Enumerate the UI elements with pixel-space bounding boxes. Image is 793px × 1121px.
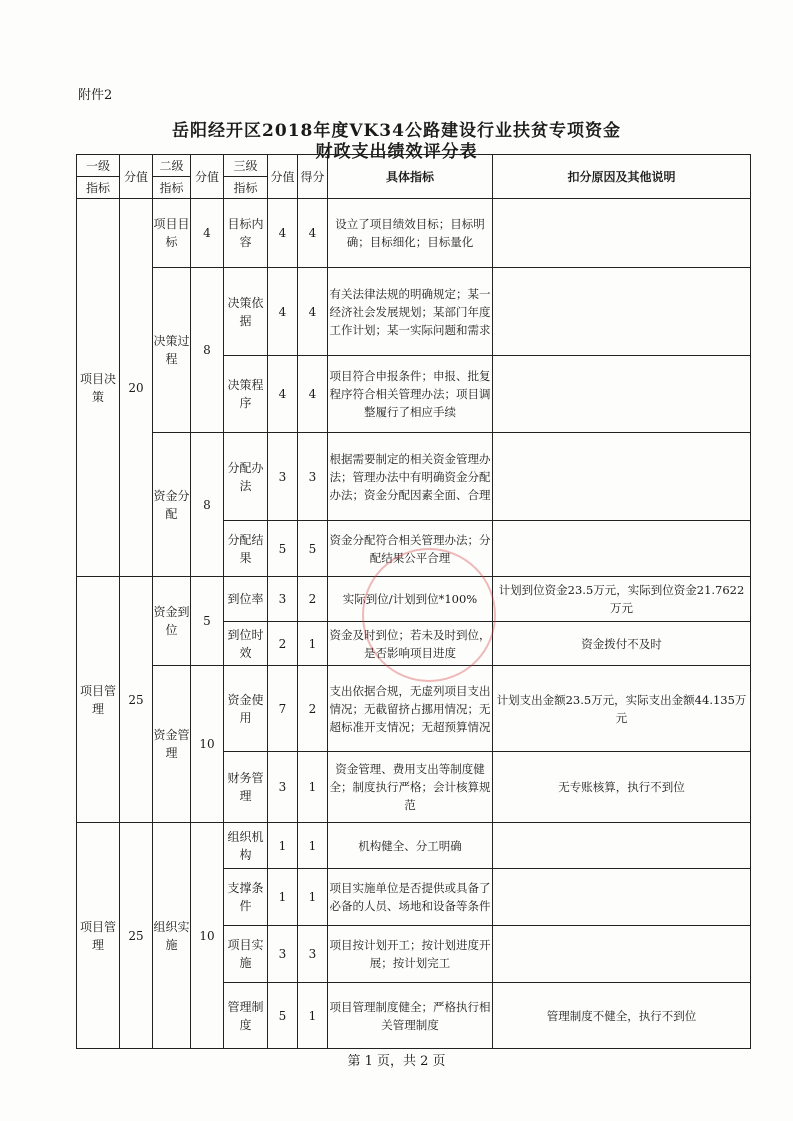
header-l2-top: 二级	[153, 155, 191, 177]
level3-name: 分配办法	[224, 433, 268, 521]
table-row	[77, 666, 751, 752]
level3-name: 组织机构	[224, 823, 268, 869]
level3-name: 目标内容	[224, 199, 268, 268]
section-score: 25	[120, 577, 153, 823]
level3-name: 财务管理	[224, 752, 268, 823]
section-score: 25	[120, 823, 153, 1049]
level2-score: 8	[191, 433, 224, 577]
level3-name: 分配结果	[224, 521, 268, 577]
level3-name: 决策依据	[224, 268, 268, 356]
level3-name: 到位时效	[224, 622, 268, 666]
spec-cell: 项目管理制度健全；严格执行相关管理制度	[328, 983, 493, 1049]
level3-score: 3	[268, 752, 298, 823]
header-l2-bottom: 指标	[153, 177, 191, 199]
section-name: 项目管理	[77, 823, 120, 1049]
level3-got: 2	[298, 577, 328, 622]
header-row	[77, 155, 751, 177]
note-cell: 资金拨付不及时	[493, 622, 751, 666]
level3-score: 3	[268, 577, 298, 622]
note-cell: 计划支出金额23.5万元，实际支出金额44.135万元	[493, 666, 751, 752]
level3-got: 1	[298, 823, 328, 869]
level3-score: 5	[268, 983, 298, 1049]
header-l3-bottom: 指标	[224, 177, 268, 199]
level3-got: 4	[298, 356, 328, 433]
level2-score: 10	[191, 666, 224, 823]
level3-score: 4	[268, 356, 298, 433]
header-score: 分值	[120, 155, 153, 199]
spec-cell: 根据需要制定的相关资金管理办法；管理办法中有明确资金分配办法；资金分配因素全面、合理	[328, 433, 493, 521]
note-cell	[493, 199, 751, 268]
table-row	[77, 199, 751, 268]
table-row	[77, 268, 751, 356]
section-name: 项目管理	[77, 577, 120, 823]
note-cell	[493, 521, 751, 577]
level2-score: 4	[191, 199, 224, 268]
level3-name: 支撑条件	[224, 869, 268, 926]
level3-score: 5	[268, 521, 298, 577]
section-name: 项目决策	[77, 199, 120, 577]
section-score: 20	[120, 199, 153, 577]
note-cell	[493, 823, 751, 869]
level3-got: 1	[298, 869, 328, 926]
level2-name: 决策过程	[153, 268, 191, 433]
level3-score: 4	[268, 268, 298, 356]
level3-name: 到位率	[224, 577, 268, 622]
note-cell	[493, 869, 751, 926]
level2-name: 项目目标	[153, 199, 191, 268]
level3-score: 4	[268, 199, 298, 268]
level3-score: 1	[268, 869, 298, 926]
spec-cell: 有关法律法规的明确规定；某一经济社会发展规划；某部门年度工作计划；某一实际问题和需求	[328, 268, 493, 356]
level3-got: 5	[298, 521, 328, 577]
spec-cell: 项目实施单位是否提供或具备了必备的人员、场地和设备等条件	[328, 869, 493, 926]
level2-score: 10	[191, 823, 224, 1049]
level2-name: 资金到位	[153, 577, 191, 666]
level3-score: 2	[268, 622, 298, 666]
spec-cell: 实际到位/计划到位*100%	[328, 577, 493, 622]
header-l3-top: 三级	[224, 155, 268, 177]
document-title: 岳阳经开区2018年度VK34公路建设行业扶贫专项资金	[172, 121, 621, 141]
note-cell: 管理制度不健全，执行不到位	[493, 983, 751, 1049]
spec-cell: 支出依据合规，无虚列项目支出情况；无截留挤占挪用情况；无超标准开支情况；无超预算情况	[328, 666, 493, 752]
level3-score: 3	[268, 926, 298, 983]
level3-got: 1	[298, 752, 328, 823]
level3-got: 3	[298, 926, 328, 983]
level3-got: 1	[298, 622, 328, 666]
level2-name: 资金分配	[153, 433, 191, 577]
header-score2: 分值	[191, 155, 224, 199]
spec-cell: 机构健全、分工明确	[328, 823, 493, 869]
table-row	[77, 577, 751, 622]
header-note: 扣分原因及其他说明	[493, 155, 751, 199]
level3-name: 决策程序	[224, 356, 268, 433]
note-cell: 计划到位资金23.5万元，实际到位资金21.7622万元	[493, 577, 751, 622]
table-row	[77, 433, 751, 521]
level3-got: 2	[298, 666, 328, 752]
header-score3: 分值	[268, 155, 298, 199]
spec-cell: 资金分配符合相关管理办法；分配结果公平合理	[328, 521, 493, 577]
document-subtitle: 财政支出绩效评分表	[315, 142, 478, 162]
note-cell	[493, 926, 751, 983]
level3-got: 4	[298, 268, 328, 356]
spec-cell: 资金管理、费用支出等制度健全；制度执行严格；会计核算规范	[328, 752, 493, 823]
level3-got: 1	[298, 983, 328, 1049]
header-got: 得分	[298, 155, 328, 199]
level3-got: 3	[298, 433, 328, 521]
note-cell	[493, 268, 751, 356]
table-row	[77, 823, 751, 869]
note-cell	[493, 356, 751, 433]
note-cell	[493, 433, 751, 521]
spec-cell: 设立了项目绩效目标；目标明确；目标细化；目标量化	[328, 199, 493, 268]
level3-score: 1	[268, 823, 298, 869]
header-spec: 具体指标	[328, 155, 493, 199]
header-l1-top: 一级	[77, 155, 120, 177]
level3-got: 4	[298, 199, 328, 268]
level3-name: 管理制度	[224, 983, 268, 1049]
level3-score: 7	[268, 666, 298, 752]
level3-name: 项目实施	[224, 926, 268, 983]
header-l1-bottom: 指标	[77, 177, 120, 199]
spec-cell: 资金及时到位；若未及时到位，是否影响项目进度	[328, 622, 493, 666]
attachment-label: 附件2	[78, 88, 113, 103]
level2-score: 5	[191, 577, 224, 666]
level2-score: 8	[191, 268, 224, 433]
level3-name: 资金使用	[224, 666, 268, 752]
level2-name: 组织实施	[153, 823, 191, 1049]
spec-cell: 项目按计划开工；按计划进度开展；按计划完工	[328, 926, 493, 983]
page-footer: 第 1 页，共 2 页	[347, 1054, 446, 1069]
level2-name: 资金管理	[153, 666, 191, 823]
spec-cell: 项目符合申报条件；申报、批复程序符合相关管理办法；项目调整履行了相应手续	[328, 356, 493, 433]
level3-score: 3	[268, 433, 298, 521]
score-table	[76, 154, 751, 1049]
note-cell: 无专账核算，执行不到位	[493, 752, 751, 823]
